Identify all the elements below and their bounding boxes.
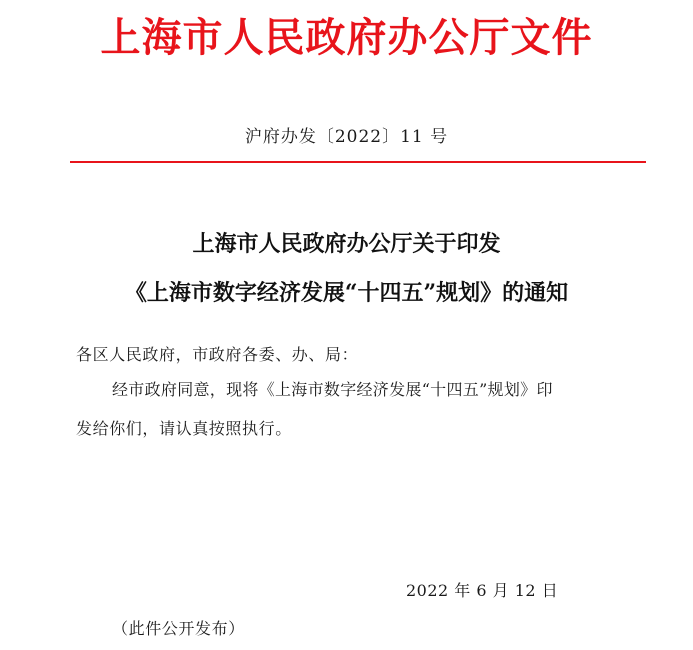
body-paragraph-line-1: 经市政府同意，现将《上海市数字经济发展“十四五”规划》印	[112, 380, 553, 399]
body-paragraph-line-2: 发给你们，请认真按照执行。	[76, 419, 292, 438]
issue-date: 2022 年 6 月 12 日	[406, 581, 559, 600]
release-note: （此件公开发布）	[112, 619, 245, 638]
notice-title-line-1: 上海市人民政府办公厅关于印发	[192, 231, 501, 257]
document-header-title: 上海市人民政府办公厅文件	[100, 14, 593, 61]
red-divider-line	[70, 161, 646, 163]
notice-title-line-2: 《上海市数字经济发展“十四五”规划》的通知	[124, 280, 569, 306]
salutation: 各区人民政府，市政府各委、办、局：	[76, 345, 359, 364]
document-number: 沪府办发〔2022〕11 号	[244, 127, 449, 147]
